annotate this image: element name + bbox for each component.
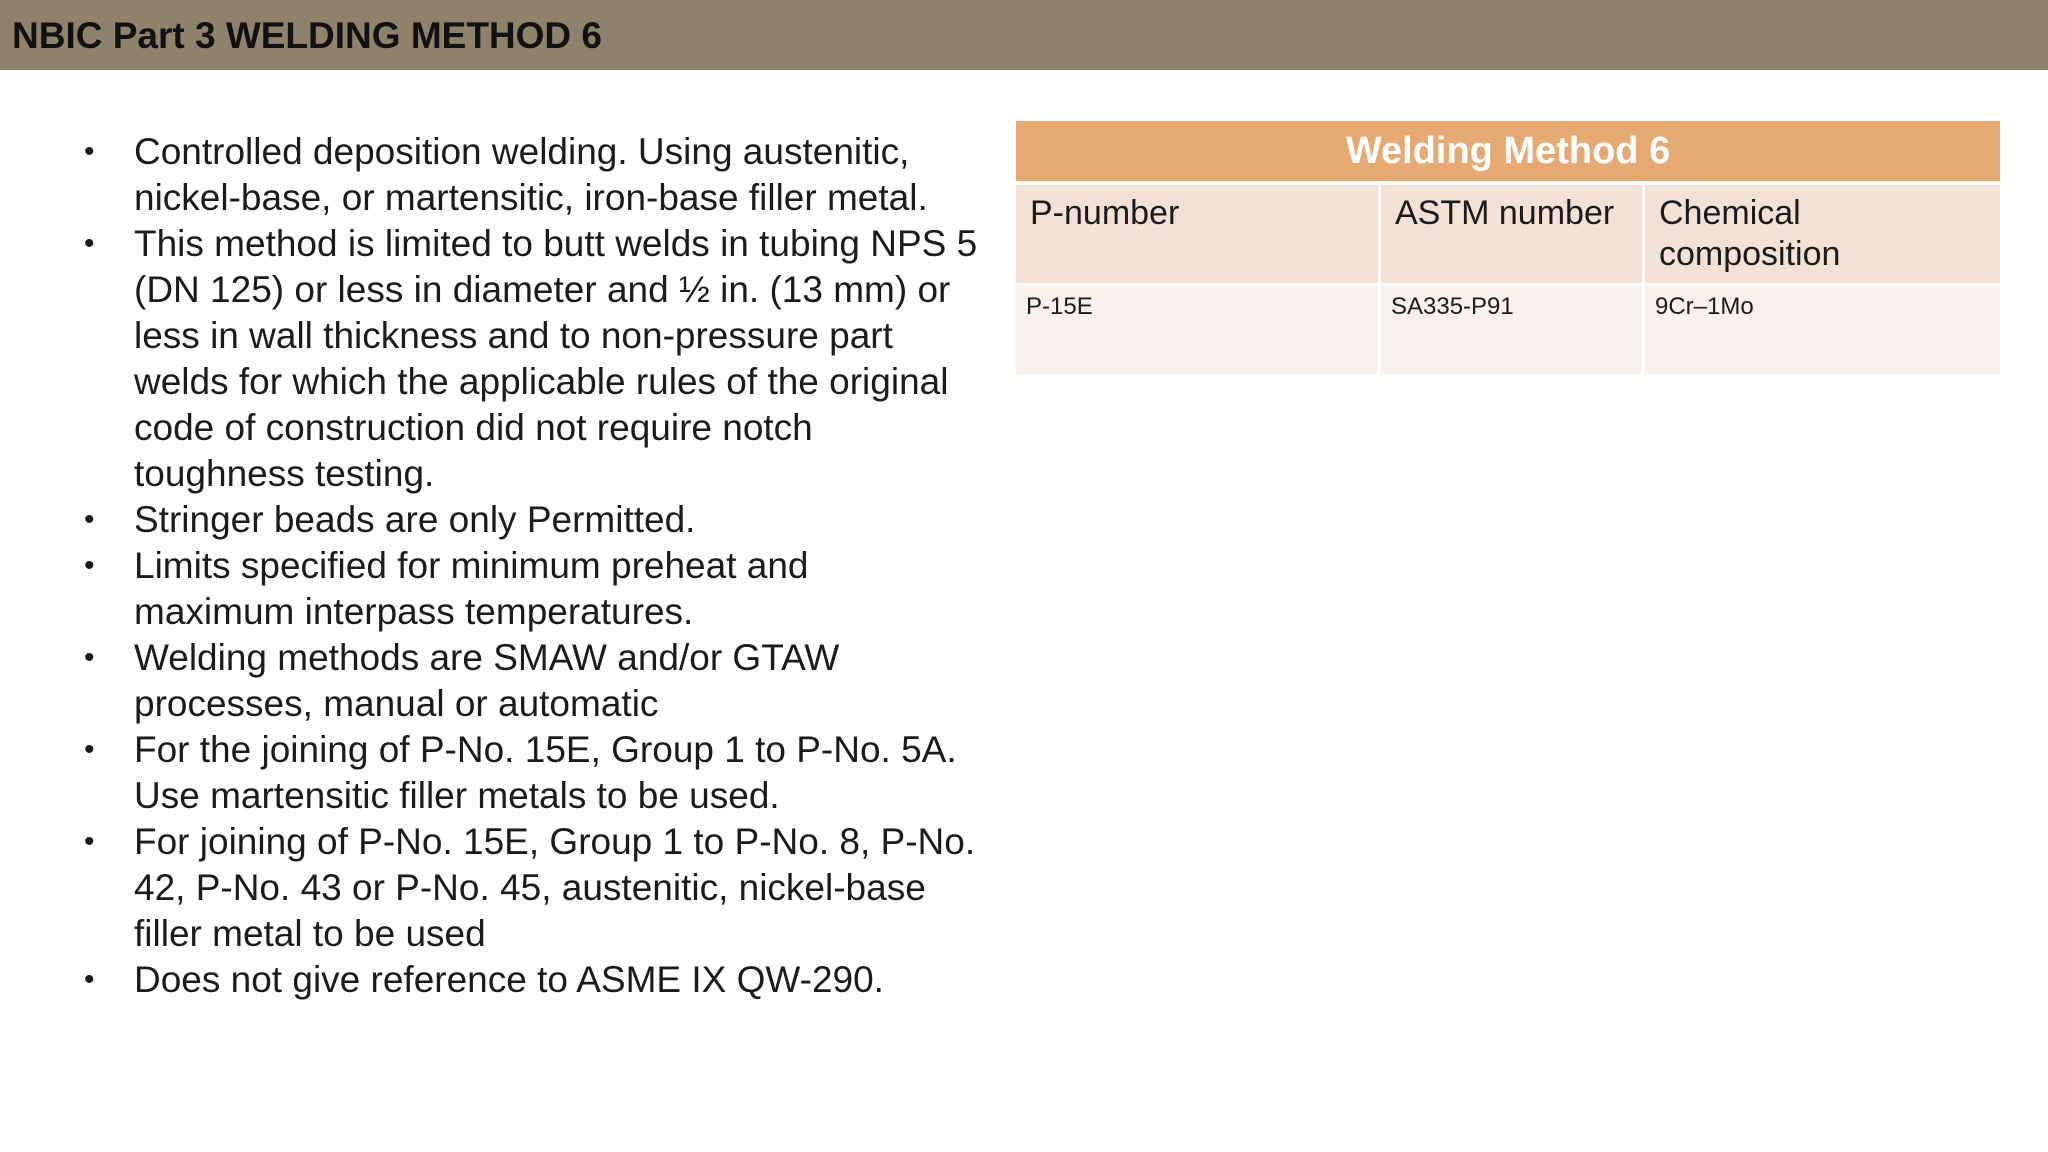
bullet-text: For the joining of P-No. 15E, Group 1 to P-No. 5A. Use martensitic filler metals to be used.	[134, 729, 957, 816]
bullet-item	[78, 819, 978, 957]
table-title: Welding Method 6	[1016, 121, 2000, 185]
bullet-icon: •	[84, 963, 95, 996]
bullet-icon: •	[84, 503, 95, 536]
bullet-text: Controlled deposition welding. Using austenitic, nickel-base, or martensitic, iron-base filler metal.	[134, 131, 928, 218]
bullet-item	[78, 221, 978, 497]
welding-method-table-container	[1016, 121, 2000, 374]
column-header-astm-number: ASTM number	[1381, 185, 1645, 286]
bullet-item	[78, 543, 978, 635]
bullet-text: This method is limited to butt welds in tubing NPS 5 (DN 125) or less in diameter and ½ in. (13 mm) or less in wall thickness and to non-pressure part welds for which the applicable rules of the original code of construction did not require notch toughness testing.	[134, 223, 978, 494]
bullet-text: Does not give reference to ASME IX QW-290.	[134, 959, 884, 1000]
table-header-row	[1016, 185, 2000, 286]
title-bar	[0, 0, 2048, 70]
welding-method-table	[1016, 121, 2000, 374]
table-row	[1016, 286, 2000, 374]
column-header-p-number: P-number	[1016, 185, 1381, 286]
bullet-text: Stringer beads are only Permitted.	[134, 499, 696, 540]
slide-title: NBIC Part 3 WELDING METHOD 6	[12, 15, 602, 56]
cell-p-number: P-15E	[1016, 286, 1381, 374]
bullet-list	[78, 129, 978, 1003]
bullet-text: For joining of P-No. 15E, Group 1 to P-No. 8, P-No. 42, P-No. 43 or P-No. 45, austenitic, nickel-base filler metal to be used	[134, 821, 976, 954]
cell-chemical-composition: 9Cr–1Mo	[1645, 286, 2000, 374]
column-header-chemical-composition: Chemical composition	[1645, 185, 2000, 286]
bullet-icon: •	[84, 549, 95, 582]
bullet-item	[78, 635, 978, 727]
bullet-icon: •	[84, 825, 95, 858]
bullet-text: Limits specified for minimum preheat and maximum interpass temperatures.	[134, 545, 809, 632]
cell-astm-number: SA335-P91	[1381, 286, 1645, 374]
bullet-icon: •	[84, 641, 95, 674]
bullet-item	[78, 497, 978, 543]
bullet-icon: •	[84, 135, 95, 168]
bullet-item	[78, 957, 978, 1003]
bullet-item	[78, 129, 978, 221]
bullet-icon: •	[84, 227, 95, 260]
bullet-item	[78, 727, 978, 819]
bullet-text: Welding methods are SMAW and/or GTAW processes, manual or automatic	[134, 637, 840, 724]
bullet-icon: •	[84, 733, 95, 766]
